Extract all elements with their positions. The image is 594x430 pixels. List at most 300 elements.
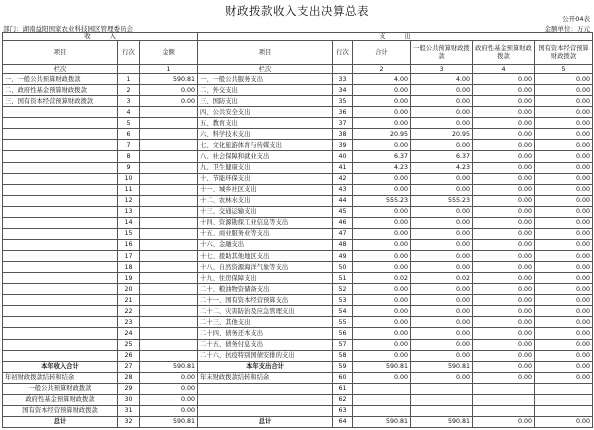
income-item <box>3 339 118 350</box>
general-budget-amount: 0.00 <box>411 339 473 350</box>
state-capital-amount: 0.00 <box>535 85 593 96</box>
fund-budget-amount: 0.00 <box>473 239 535 250</box>
state-capital-amount: 0.00 <box>535 184 593 195</box>
fund-budget-header: 政府性基金预算财政拨款 <box>473 41 535 65</box>
state-capital-amount: 0.00 <box>535 206 593 217</box>
table-row <box>3 74 593 85</box>
fund-budget-amount: 0.00 <box>473 85 535 96</box>
opening-fund-label: 政府性基金预算财政拨款 <box>3 394 118 405</box>
general-budget-amount: 0.00 <box>411 295 473 306</box>
fund-budget-amount: 0.00 <box>473 217 535 228</box>
income-item: 二、政府性基金预算财政拨款 <box>3 85 118 96</box>
expense-item: 十、节能环保支出 <box>198 173 333 184</box>
income-row-no: 16 <box>118 239 140 250</box>
closing-balance-fund: 0.00 <box>473 372 535 383</box>
fund-budget-amount: 0.00 <box>473 350 535 361</box>
general-budget-amount: 555.23 <box>411 195 473 206</box>
column-index-2: 2 <box>353 65 411 74</box>
income-amount <box>140 195 198 206</box>
general-budget-amount: 0.02 <box>411 273 473 284</box>
fund-budget-amount: 0.00 <box>473 328 535 339</box>
income-row-no: 26 <box>118 350 140 361</box>
income-item <box>3 118 118 129</box>
expense-row-no: 39 <box>333 140 353 151</box>
expense-item: 十七、援助其他地区支出 <box>198 251 333 262</box>
blank-cell <box>535 383 593 394</box>
general-budget-amount: 0.00 <box>411 184 473 195</box>
income-item <box>3 328 118 339</box>
income-item <box>3 151 118 162</box>
state-capital-amount: 0.00 <box>535 107 593 118</box>
expense-row-no: 46 <box>333 217 353 228</box>
table-row <box>3 239 593 250</box>
income-item <box>3 173 118 184</box>
income-row-no: 4 <box>118 107 140 118</box>
table-row <box>3 217 593 228</box>
expense-item: 十九、住房保障支出 <box>198 273 333 284</box>
state-capital-amount: 0.00 <box>535 173 593 184</box>
fund-budget-amount: 0.00 <box>473 295 535 306</box>
expense-item: 十八、自然资源海洋气象等支出 <box>198 262 333 273</box>
income-item <box>3 129 118 140</box>
expense-total: 0.00 <box>353 173 411 184</box>
expense-total: 0.00 <box>353 228 411 239</box>
income-item <box>3 350 118 361</box>
expense-row-no: 49 <box>333 251 353 262</box>
income-item <box>3 284 118 295</box>
income-row-no: 8 <box>118 151 140 162</box>
year-expense-total-label: 本年支出合计 <box>198 361 333 372</box>
state-capital-amount: 0.00 <box>535 162 593 173</box>
opening-state-label: 国有资本经营预算财政拨款 <box>3 405 118 416</box>
income-amount: 0.00 <box>140 85 198 96</box>
state-capital-amount: 0.00 <box>535 262 593 273</box>
income-item <box>3 217 118 228</box>
expense-total: 0.00 <box>353 118 411 129</box>
income-amount <box>140 239 198 250</box>
state-capital-amount: 0.00 <box>535 129 593 140</box>
table-row <box>3 151 593 162</box>
closing-balance-label: 年末财政拨款结转和结余 <box>198 372 333 383</box>
expense-total: 4.00 <box>353 74 411 85</box>
income-amount <box>140 295 198 306</box>
year-expense-fund: 0.00 <box>473 361 535 372</box>
blank-cell <box>535 405 593 416</box>
state-capital-amount: 0.00 <box>535 328 593 339</box>
column-index-1: 1 <box>140 65 198 74</box>
state-capital-amount: 0.00 <box>535 251 593 262</box>
general-budget-amount: 0.00 <box>411 239 473 250</box>
income-item-header: 项目 <box>3 41 118 65</box>
fund-budget-amount: 0.00 <box>473 184 535 195</box>
income-row-no: 5 <box>118 118 140 129</box>
general-budget-amount: 0.00 <box>411 96 473 107</box>
state-capital-amount: 0.00 <box>535 74 593 85</box>
summary-row <box>3 405 593 416</box>
income-amount <box>140 262 198 273</box>
income-item <box>3 140 118 151</box>
expense-column-index-label: 栏次 <box>198 65 333 74</box>
income-item <box>3 306 118 317</box>
expense-item: 二十四、债务还本支出 <box>198 328 333 339</box>
income-item <box>3 195 118 206</box>
income-amount <box>140 339 198 350</box>
table-row <box>3 306 593 317</box>
table-row <box>3 206 593 217</box>
expense-total: 555.23 <box>353 195 411 206</box>
grand-total-row-no: 32 <box>118 416 140 427</box>
report-title: 财政拨款收入支出决算总表 <box>225 4 369 18</box>
blank-cell <box>353 394 411 405</box>
opening-state-amount: 0.00 <box>140 405 198 416</box>
expense-total: 0.00 <box>353 107 411 118</box>
expense-total: 0.00 <box>353 206 411 217</box>
expense-total: 0.00 <box>353 184 411 195</box>
fund-budget-amount: 0.00 <box>473 206 535 217</box>
expense-grand-total: 590.81 <box>353 416 411 427</box>
form-number: 公开04表 <box>562 15 590 23</box>
income-amount <box>140 107 198 118</box>
income-item: 三、国有资本经营预算财政拨款 <box>3 96 118 107</box>
expense-item: 八、社会保障和就业支出 <box>198 151 333 162</box>
grand-total-label: 总计 <box>3 416 118 427</box>
table-row <box>3 273 593 284</box>
expense-grand-total-general: 590.81 <box>411 416 473 427</box>
fund-budget-amount: 0.00 <box>473 284 535 295</box>
fund-budget-amount: 0.00 <box>473 140 535 151</box>
closing-balance-state: 0.00 <box>535 372 593 383</box>
row-no-63: 63 <box>333 405 353 416</box>
expense-item: 十二、农林水支出 <box>198 195 333 206</box>
income-amount <box>140 251 198 262</box>
column-index-blank <box>118 65 140 74</box>
fund-budget-amount: 0.00 <box>473 107 535 118</box>
state-capital-amount: 0.00 <box>535 118 593 129</box>
income-amount <box>140 173 198 184</box>
fund-budget-amount: 0.00 <box>473 162 535 173</box>
year-income-row-no: 27 <box>118 361 140 372</box>
general-budget-amount: 4.00 <box>411 74 473 85</box>
expense-row-no: 42 <box>333 173 353 184</box>
income-amount <box>140 228 198 239</box>
year-expense-general: 590.81 <box>411 361 473 372</box>
fund-budget-amount: 0.00 <box>473 228 535 239</box>
income-row-no: 19 <box>118 273 140 284</box>
general-budget-amount: 0.00 <box>411 118 473 129</box>
income-item: 一、一般公共预算财政拨款 <box>3 74 118 85</box>
income-row-no: 6 <box>118 129 140 140</box>
general-budget-amount: 0.00 <box>411 228 473 239</box>
blank-cell <box>198 405 333 416</box>
income-item <box>3 239 118 250</box>
expense-row-no: 54 <box>333 306 353 317</box>
general-budget-amount: 0.00 <box>411 251 473 262</box>
income-row-no: 17 <box>118 251 140 262</box>
expense-total: 20.95 <box>353 129 411 140</box>
expense-row-no: 37 <box>333 118 353 129</box>
expense-item: 三、国防支出 <box>198 96 333 107</box>
fund-budget-amount: 0.00 <box>473 339 535 350</box>
expense-grand-total-state: 0.00 <box>535 416 593 427</box>
income-row-no: 12 <box>118 195 140 206</box>
income-row-no: 20 <box>118 284 140 295</box>
income-row-no: 2 <box>118 85 140 96</box>
column-index-4: 4 <box>473 65 535 74</box>
expense-item: 十五、商业服务业等支出 <box>198 228 333 239</box>
state-capital-header: 国有资本经营预算财政拨款 <box>535 41 593 65</box>
expense-grand-total-label: 总计 <box>198 416 333 427</box>
fund-budget-amount: 0.00 <box>473 129 535 140</box>
expense-row-no: 53 <box>333 295 353 306</box>
opening-balance-row-no: 28 <box>118 372 140 383</box>
general-budget-amount: 0.00 <box>411 140 473 151</box>
expense-item: 二十一、国有资本经营预算支出 <box>198 295 333 306</box>
table-row <box>3 173 593 184</box>
fund-budget-amount: 0.00 <box>473 262 535 273</box>
general-budget-amount: 0.00 <box>411 217 473 228</box>
expense-row-no: 41 <box>333 162 353 173</box>
income-row-no: 23 <box>118 317 140 328</box>
fund-budget-amount: 0.00 <box>473 251 535 262</box>
expense-item: 二十二、灾害防治及应急管理支出 <box>198 306 333 317</box>
expense-total: 0.02 <box>353 273 411 284</box>
expense-total: 0.00 <box>353 295 411 306</box>
opening-balance-label: 年初财政拨款结转和结余 <box>3 372 118 383</box>
state-capital-amount: 0.00 <box>535 295 593 306</box>
income-row-no: 10 <box>118 173 140 184</box>
expense-item: 十一、城乡社区支出 <box>198 184 333 195</box>
income-amount <box>140 328 198 339</box>
income-amount <box>140 206 198 217</box>
income-amount <box>140 184 198 195</box>
income-row-no: 9 <box>118 162 140 173</box>
expense-row-no: 40 <box>333 151 353 162</box>
income-amount <box>140 350 198 361</box>
expense-row-no: 52 <box>333 284 353 295</box>
expense-item: 七、文化旅游体育与传媒支出 <box>198 140 333 151</box>
total-header: 合计 <box>353 41 411 65</box>
expense-item: 二十六、抗疫特别国债安排的支出 <box>198 350 333 361</box>
expense-total: 0.00 <box>353 217 411 228</box>
income-item <box>3 262 118 273</box>
table-row <box>3 228 593 239</box>
expense-item: 九、卫生健康支出 <box>198 162 333 173</box>
expense-total: 0.00 <box>353 339 411 350</box>
expense-row-no: 36 <box>333 107 353 118</box>
expense-item-header: 项目 <box>198 41 333 65</box>
income-row-no: 15 <box>118 228 140 239</box>
row-no-62: 62 <box>333 394 353 405</box>
income-item <box>3 317 118 328</box>
table-row <box>3 350 593 361</box>
income-amount <box>140 306 198 317</box>
income-amount <box>140 273 198 284</box>
income-amount <box>140 317 198 328</box>
blank-cell <box>353 383 411 394</box>
expense-row-no: 56 <box>333 328 353 339</box>
income-row-no: 11 <box>118 184 140 195</box>
expense-grand-total-fund: 0.00 <box>473 416 535 427</box>
expense-total: 0.00 <box>353 85 411 96</box>
expense-group-header: 支 出 <box>198 33 593 41</box>
income-amount <box>140 162 198 173</box>
state-capital-amount: 0.00 <box>535 151 593 162</box>
general-budget-amount: 20.95 <box>411 129 473 140</box>
expense-item: 二十三、其他支出 <box>198 317 333 328</box>
general-budget-amount: 0.00 <box>411 317 473 328</box>
expense-total: 0.00 <box>353 262 411 273</box>
expense-column-index-blank <box>333 65 353 74</box>
fund-budget-amount: 0.00 <box>473 118 535 129</box>
fund-budget-amount: 0.00 <box>473 74 535 85</box>
blank-cell <box>353 405 411 416</box>
expense-row-no: 38 <box>333 129 353 140</box>
closing-balance-total: 0.00 <box>353 372 411 383</box>
expense-row-no: 45 <box>333 206 353 217</box>
expense-item: 十三、交通运输支出 <box>198 206 333 217</box>
income-row-no: 1 <box>118 74 140 85</box>
expense-total: 0.00 <box>353 317 411 328</box>
expense-total: 0.00 <box>353 96 411 107</box>
income-amount <box>140 217 198 228</box>
opening-general-amount: 0.00 <box>140 383 198 394</box>
opening-general-label: 一般公共预算财政拨款 <box>3 383 118 394</box>
table-row <box>3 118 593 129</box>
expense-total: 6.37 <box>353 151 411 162</box>
fund-budget-amount: 0.00 <box>473 151 535 162</box>
fund-budget-amount: 0.00 <box>473 96 535 107</box>
expense-item: 五、教育支出 <box>198 118 333 129</box>
column-index-label: 栏次 <box>3 65 118 74</box>
expense-row-no: 44 <box>333 195 353 206</box>
blank-cell <box>535 394 593 405</box>
income-row-no: 14 <box>118 217 140 228</box>
fund-budget-amount: 0.00 <box>473 317 535 328</box>
expense-total: 0.00 <box>353 328 411 339</box>
general-budget-header: 一般公共预算财政拨款 <box>411 41 473 65</box>
general-budget-amount: 0.00 <box>411 306 473 317</box>
expense-item: 四、公共安全支出 <box>198 107 333 118</box>
table-row <box>3 184 593 195</box>
income-row-no: 21 <box>118 295 140 306</box>
income-item <box>3 251 118 262</box>
blank-cell <box>198 394 333 405</box>
table-row <box>3 284 593 295</box>
fund-budget-amount: 0.00 <box>473 195 535 206</box>
state-capital-amount: 0.00 <box>535 350 593 361</box>
expense-row-no: 48 <box>333 239 353 250</box>
income-item <box>3 107 118 118</box>
table-row <box>3 317 593 328</box>
income-item <box>3 228 118 239</box>
income-item <box>3 206 118 217</box>
expense-total: 0.00 <box>353 239 411 250</box>
general-budget-amount: 0.00 <box>411 284 473 295</box>
expense-total: 0.00 <box>353 350 411 361</box>
table-row <box>3 251 593 262</box>
summary-row <box>3 394 593 405</box>
table-row <box>3 262 593 273</box>
state-capital-amount: 0.00 <box>535 96 593 107</box>
table-row <box>3 107 593 118</box>
expense-total: 0.00 <box>353 251 411 262</box>
state-capital-amount: 0.00 <box>535 239 593 250</box>
budget-summary-table <box>2 32 593 428</box>
state-capital-amount: 0.00 <box>535 284 593 295</box>
expense-item: 二十、粮油物资储备支出 <box>198 284 333 295</box>
column-index-3: 3 <box>411 65 473 74</box>
amount-unit: 金额单位：万元 <box>544 25 590 33</box>
blank-cell <box>473 394 535 405</box>
income-amount <box>140 140 198 151</box>
year-expense-state: 0.00 <box>535 361 593 372</box>
state-capital-amount: 0.00 <box>535 217 593 228</box>
income-group-header: 收 入 <box>3 33 198 41</box>
income-row-no-header: 行次 <box>118 41 140 65</box>
general-budget-amount: 4.23 <box>411 162 473 173</box>
grand-total-amount: 590.81 <box>140 416 198 427</box>
department-name: 部门：湖南益阳国家农业科技园区管理委员会 <box>3 25 133 33</box>
expense-row-no: 51 <box>333 273 353 284</box>
expense-grand-total-row-no: 64 <box>333 416 353 427</box>
expense-row-no: 34 <box>333 85 353 96</box>
income-amount <box>140 151 198 162</box>
income-row-no: 13 <box>118 206 140 217</box>
blank-cell <box>411 383 473 394</box>
table-row <box>3 295 593 306</box>
expense-item: 十六、金融支出 <box>198 239 333 250</box>
general-budget-amount: 0.00 <box>411 206 473 217</box>
expense-row-no: 50 <box>333 262 353 273</box>
state-capital-amount: 0.00 <box>535 228 593 239</box>
opening-balance-amount: 0.00 <box>140 372 198 383</box>
state-capital-amount: 0.00 <box>535 273 593 284</box>
expense-item: 二、外交支出 <box>198 85 333 96</box>
income-row-no: 7 <box>118 140 140 151</box>
expense-item: 一、一般公共服务支出 <box>198 74 333 85</box>
row-no-61: 61 <box>333 383 353 394</box>
state-capital-amount: 0.00 <box>535 339 593 350</box>
table-row <box>3 129 593 140</box>
summary-row <box>3 416 593 427</box>
expense-row-no-header: 行次 <box>333 41 353 65</box>
state-capital-amount: 0.00 <box>535 306 593 317</box>
expense-row-no: 55 <box>333 317 353 328</box>
expense-item: 十四、资源勘探工业信息等支出 <box>198 217 333 228</box>
expense-total: 4.23 <box>353 162 411 173</box>
income-amount <box>140 284 198 295</box>
income-row-no: 18 <box>118 262 140 273</box>
opening-fund-row-no: 30 <box>118 394 140 405</box>
expense-row-no: 47 <box>333 228 353 239</box>
general-budget-amount: 0.00 <box>411 350 473 361</box>
income-amount-header: 金额 <box>140 41 198 65</box>
summary-row <box>3 361 593 372</box>
income-amount: 0.00 <box>140 96 198 107</box>
expense-total: 0.00 <box>353 306 411 317</box>
state-capital-amount: 0.00 <box>535 317 593 328</box>
column-index-5: 5 <box>535 65 593 74</box>
table-row <box>3 85 593 96</box>
year-income-total-label: 本年收入合计 <box>3 361 118 372</box>
table-row <box>3 162 593 173</box>
table-row <box>3 328 593 339</box>
general-budget-amount: 0.00 <box>411 262 473 273</box>
expense-item: 二十五、债务付息支出 <box>198 339 333 350</box>
table-row <box>3 96 593 107</box>
blank-cell <box>198 383 333 394</box>
table-row <box>3 195 593 206</box>
